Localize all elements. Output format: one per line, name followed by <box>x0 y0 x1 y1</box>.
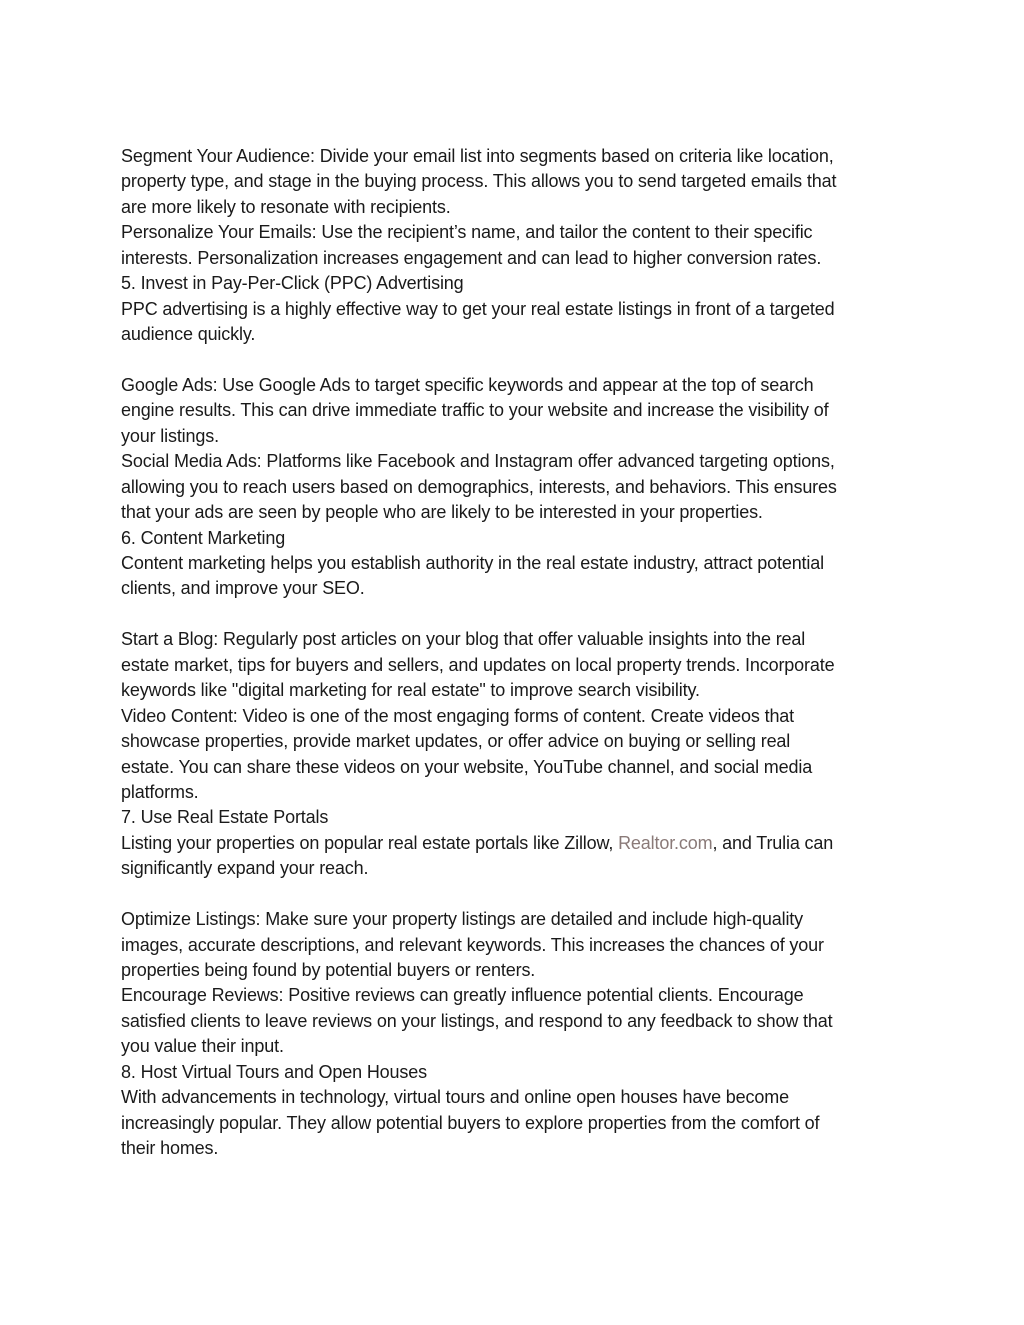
text-line: increasingly popular. They allow potential buyers to explore properties from the comfort of <box>121 1112 820 1133</box>
text-line: clients, and improve your SEO. <box>121 578 365 599</box>
paragraph-segment-audience <box>121 144 921 220</box>
text-line: you value their input. <box>121 1036 284 1057</box>
content-blocks-bottom <box>121 882 921 1162</box>
document-body <box>121 144 921 1162</box>
paragraph-social-media-ads <box>121 449 921 525</box>
text-line: estate market, tips for buyers and sellers, and updates on local property trends. Incorporate <box>121 654 835 675</box>
text-line: PPC advertising is a highly effective way to get your real estate listings in front of a targeted <box>121 298 835 319</box>
text-line: engine results. This can drive immediate traffic to your website and increase the visibility of <box>121 400 829 421</box>
paragraph-video-content <box>121 704 921 806</box>
blank-line <box>121 348 921 373</box>
blank-line <box>121 882 921 907</box>
text-line: Social Media Ads: Platforms like Facebook and Instagram offer advanced targeting options, <box>121 451 835 472</box>
section-heading: 7. Use Real Estate Portals <box>121 807 329 828</box>
text-line: audience quickly. <box>121 324 256 345</box>
paragraph-content-marketing-intro <box>121 551 921 602</box>
section-heading: 5. Invest in Pay-Per-Click (PPC) Advertising <box>121 273 464 294</box>
paragraph-optimize-listings <box>121 907 921 983</box>
realtor-link[interactable]: Realtor.com <box>618 832 713 853</box>
text-line: satisfied clients to leave reviews on your listings, and respond to any feedback to show that <box>121 1010 833 1031</box>
paragraph-start-a-blog <box>121 627 921 703</box>
text-line: Start a Blog: Regularly post articles on your blog that offer valuable insights into the real <box>121 629 806 650</box>
text-line <box>121 831 921 856</box>
text-line: your listings. <box>121 425 219 446</box>
text-line: their homes. <box>121 1138 219 1159</box>
text-line: interests. Personalization increases engagement and can lead to higher conversion rates. <box>121 247 822 268</box>
blank-line <box>121 602 921 627</box>
text-line: Content marketing helps you establish authority in the real estate industry, attract potential <box>121 553 824 573</box>
paragraph-real-estate-portals <box>121 831 921 882</box>
text-line: images, accurate descriptions, and relevant keywords. This increases the chances of your <box>121 934 824 955</box>
text-line: allowing you to reach users based on demographics, interests, and behaviors. This ensures <box>121 476 837 497</box>
text-line: Segment Your Audience: Divide your email list into segments based on criteria like location, <box>121 146 834 166</box>
text-line: Personalize Your Emails: Use the recipient’s name, and tailor the content to their specific <box>121 222 813 243</box>
heading-content-marketing <box>121 526 921 551</box>
text-line: Video Content: Video is one of the most engaging forms of content. Create videos that <box>121 705 795 726</box>
heading-ppc <box>121 271 921 296</box>
heading-virtual-tours <box>121 1060 921 1085</box>
heading-real-estate-portals <box>121 805 921 830</box>
text-line: Google Ads: Use Google Ads to target specific keywords and appear at the top of search <box>121 374 814 395</box>
paragraph-ppc-intro <box>121 297 921 348</box>
text-segment: , and Trulia can <box>712 832 834 853</box>
text-line: Optimize Listings: Make sure your property listings are detailed and include high-quality <box>121 909 804 930</box>
text-line: estate. You can share these videos on your website, YouTube channel, and social media <box>121 756 813 777</box>
text-line: keywords like "digital marketing for real estate" to improve search visibility. <box>121 680 700 701</box>
text-line: properties being found by potential buyers or renters. <box>121 960 536 980</box>
text-segment: Listing your properties on popular real estate portals like Zillow, <box>121 832 619 853</box>
section-heading: 6. Content Marketing <box>121 527 286 548</box>
paragraph-personalize-emails <box>121 220 921 271</box>
paragraph-google-ads <box>121 373 921 449</box>
text-line: showcase properties, provide market updates, or offer advice on buying or selling real <box>121 731 791 752</box>
text-line: Encourage Reviews: Positive reviews can greatly influence potential clients. Encourage <box>121 985 804 1006</box>
text-line: property type, and stage in the buying process. This allows you to send targeted emails that <box>121 171 837 192</box>
section-heading: 8. Host Virtual Tours and Open Houses <box>121 1061 427 1082</box>
paragraph-virtual-tours-intro <box>121 1085 921 1161</box>
content-blocks-top <box>121 144 921 831</box>
text-line: platforms. <box>121 781 199 802</box>
text-line: that your ads are seen by people who are likely to be interested in your properties. <box>121 502 763 523</box>
paragraph-encourage-reviews <box>121 983 921 1059</box>
text-line: With advancements in technology, virtual tours and online open houses have become <box>121 1087 789 1108</box>
text-line: significantly expand your reach. <box>121 858 369 879</box>
text-line: are more likely to resonate with recipients. <box>121 196 451 217</box>
